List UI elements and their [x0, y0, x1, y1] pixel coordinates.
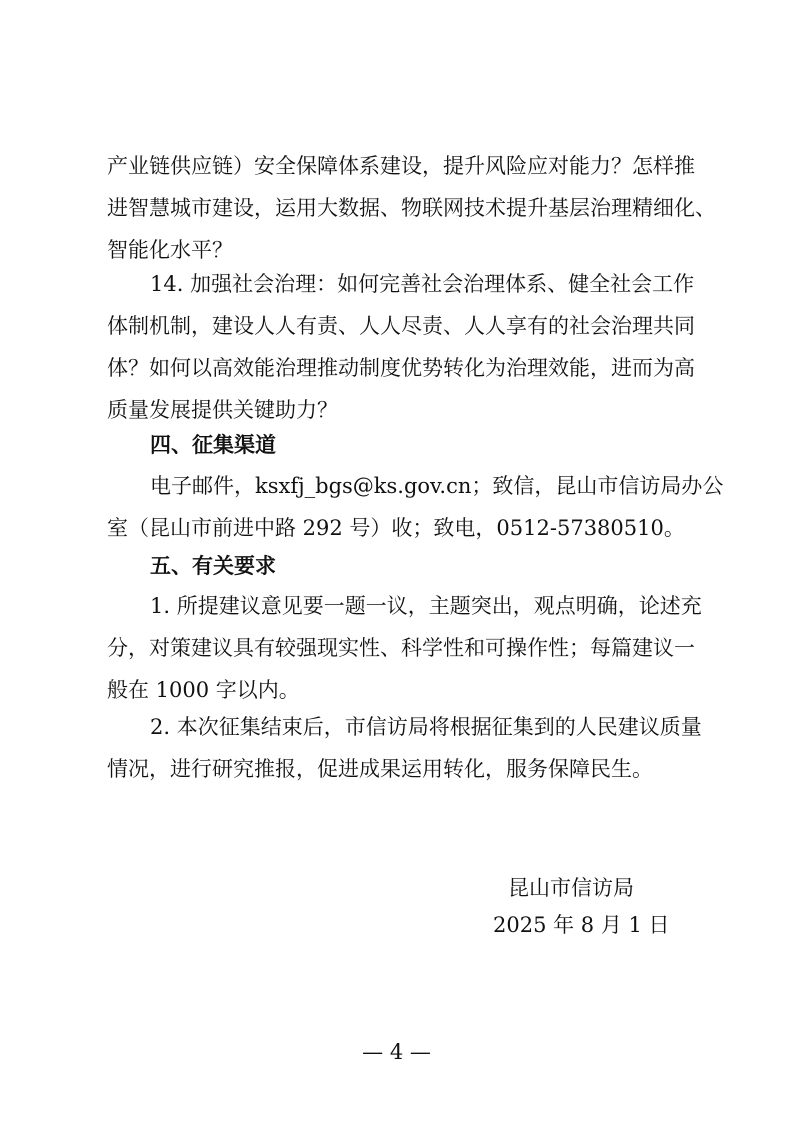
- body-line: 1. 所提建议意见要一题一议，主题突出，观点明确，论述充: [150, 594, 702, 618]
- signature-org: 昆山市信访局: [508, 876, 634, 900]
- body-line: 2. 本次征集结束后，市信访局将根据征集到的人民建议质量: [150, 715, 702, 739]
- body-line: 室（昆山市前进中路 292 号）收；致电，0512-57380510。: [107, 516, 685, 540]
- page-number: — 4 —: [362, 1040, 431, 1064]
- body-line: 情况，进行研究推报，促进成果运用转化，服务保障民生。: [107, 757, 653, 781]
- body-line: 分，对策建议具有较强现实性、科学性和可操作性；每篇建议一: [107, 636, 695, 660]
- body-line: 智能化水平？: [107, 238, 233, 262]
- body-line: 质量发展提供关键助力？: [107, 398, 338, 422]
- body-line: 14. 加强社会治理：如何完善社会治理体系、健全社会工作: [150, 272, 695, 296]
- body-line: 电子邮件，ksxfj_bgs@ks.gov.cn；致信，昆山市信访局办公: [150, 474, 724, 498]
- body-line: 进智慧城市建设，运用大数据、物联网技术提升基层治理精细化、: [107, 196, 716, 220]
- body-line: 体？如何以高效能治理推动制度优势转化为治理效能，进而为高: [107, 356, 695, 380]
- section-heading: 五、有关要求: [150, 554, 276, 578]
- body-line: 体制机制，建设人人有责、人人尽责、人人享有的社会治理共同: [107, 314, 695, 338]
- body-line: 产业链供应链）安全保障体系建设，提升风险应对能力？怎样推: [107, 154, 695, 178]
- signature-date: 2025 年 8 月 1 日: [493, 913, 670, 937]
- body-line: 般在 1000 字以内。: [107, 678, 300, 702]
- section-heading: 四、征集渠道: [150, 433, 276, 457]
